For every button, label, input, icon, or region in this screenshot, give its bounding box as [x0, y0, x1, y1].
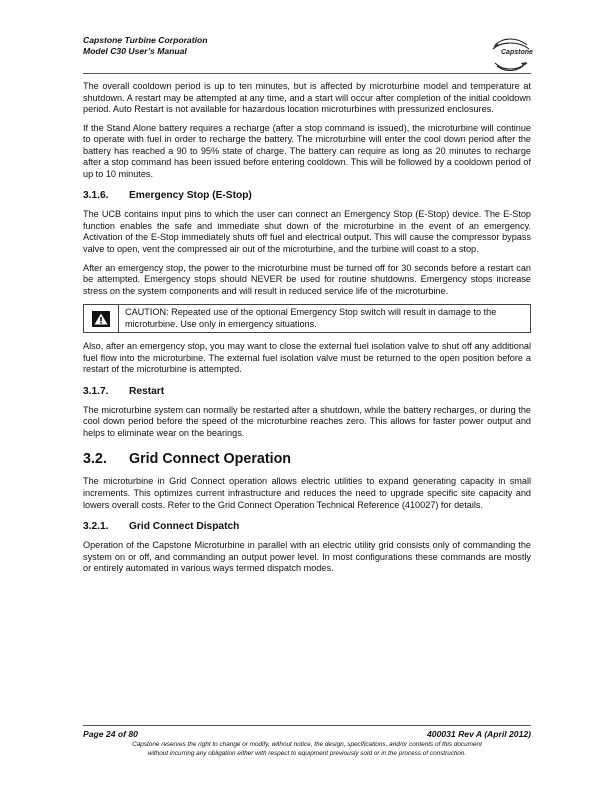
header-manual-title: Model C30 User’s Manual: [83, 45, 187, 56]
page-number: Page 24 of 80: [83, 729, 138, 739]
logo-wordmark: Capstone: [501, 49, 533, 56]
footer-rule: [83, 725, 531, 726]
section-title: Restart: [129, 385, 165, 397]
paragraph-battery-recharge: If the Stand Alone battery requires a recharge (after a stop command is issued), the microturbine will continue to operate with fuel in order to recharge the battery. The microturbine will enter the cool down period after the battery has reached a 90 to 95% state of charge. The battery can require as long as 20 minutes to recharge after a stop command has been issued before entering cooldown. This will be followed by a cooldown period of up to 10 minutes.: [83, 122, 531, 179]
paragraph-dispatch: Operation of the Capstone Microturbine in parallel with an electric utility grid consists only of commanding the system on or off, and commanding an output power level. In most configurations these commands are mostly or entirely automated in various ways termed dispatch modes.: [83, 540, 531, 574]
paragraph-cooldown: The overall cooldown period is up to ten minutes, but is affected by microturbine model and temperature at shutdown. A restart may be attempted at any time, and a start will occur after completion of the initial cooldown period. Auto Restart is not available for hazardous location microturbines with pressurized enclosures.: [83, 81, 531, 115]
page-body: [83, 81, 531, 582]
section-number: 3.1.7.: [83, 385, 109, 397]
warning-triangle-icon: [92, 311, 110, 327]
paragraph-fuel-valve: Also, after an emergency stop, you may want to close the external fuel isolation valve to shut off any additional fuel flow into the microturbine. The external fuel isolation valve must be returned to the open position before a restart of the microturbine is attempted.: [83, 341, 531, 375]
section-title: Emergency Stop (E-Stop): [129, 190, 252, 202]
header-rule: [83, 73, 531, 74]
heading-grid-connect-operation: [83, 451, 531, 467]
caution-box: [83, 304, 531, 333]
heading-emergency-stop: [83, 190, 531, 202]
heading-grid-connect-dispatch: [83, 521, 531, 533]
section-number: 3.2.: [83, 451, 107, 468]
section-number: 3.2.1.: [83, 521, 109, 533]
footer-disclaimer-line-2: without incurring any obligation either with respect to equipment previously sold or in the process of construction.: [147, 750, 467, 757]
paragraph-estop-function: The UCB contains input pins to which the user can connect an Emergency Stop (E-Stop) device. The E-Stop function enables the safe and immediate shut down of the microturbine in the event of an emergency. Activation of the E-Stop immediately shuts off fuel and electrical output. This will cause the compressor bypass valve to open, vent the compressed air out of the microturbine, and the turbine will coast to a stop.: [83, 209, 531, 255]
document-revision: 400031 Rev A (April 2012): [427, 729, 531, 739]
heading-restart: [83, 386, 531, 398]
header-company: Capstone Turbine Corporation: [83, 35, 208, 45]
section-title: Grid Connect Operation: [129, 451, 292, 468]
paragraph-restart: The microturbine system can normally be restarted after a shutdown, while the battery recharges, or during the cool down period before the speed of the microturbine reaches zero. This allows for faster power output and helps to eliminate wear on the bearings.: [83, 404, 531, 438]
paragraph-grid-connect: The microturbine in Grid Connect operation allows electric utilities to expand generating capacity in small increments. This optimizes current infrastructure and reduces the need to upgrade specific site capacity and lowers overall costs. Refer to the Grid Connect Operation Technical Reference (410027) for details.: [83, 476, 531, 510]
page-footer: [83, 725, 531, 758]
caution-icon-cell: [84, 305, 119, 332]
paragraph-estop-restart: After an emergency stop, the power to the microturbine must be turned off for 30 seconds before a restart can be attempted. Emergency stops should NEVER be used for routine shutdowns. Emergency stops increase stress on the system components and will result in reduced service life of the microturbine.: [83, 262, 531, 296]
section-number: 3.1.6.: [83, 190, 109, 202]
caution-text: CAUTION: Repeated use of the optional Emergency Stop switch will result in damage to the microturbine. Use only in emergency situations.: [125, 307, 497, 329]
section-title: Grid Connect Dispatch: [129, 521, 240, 533]
footer-disclaimer-line-1: Capstone reserves the right to change or modify, without notice, the design, specifications, and/or contents of this document: [132, 741, 482, 748]
capstone-logo: [487, 35, 533, 73]
